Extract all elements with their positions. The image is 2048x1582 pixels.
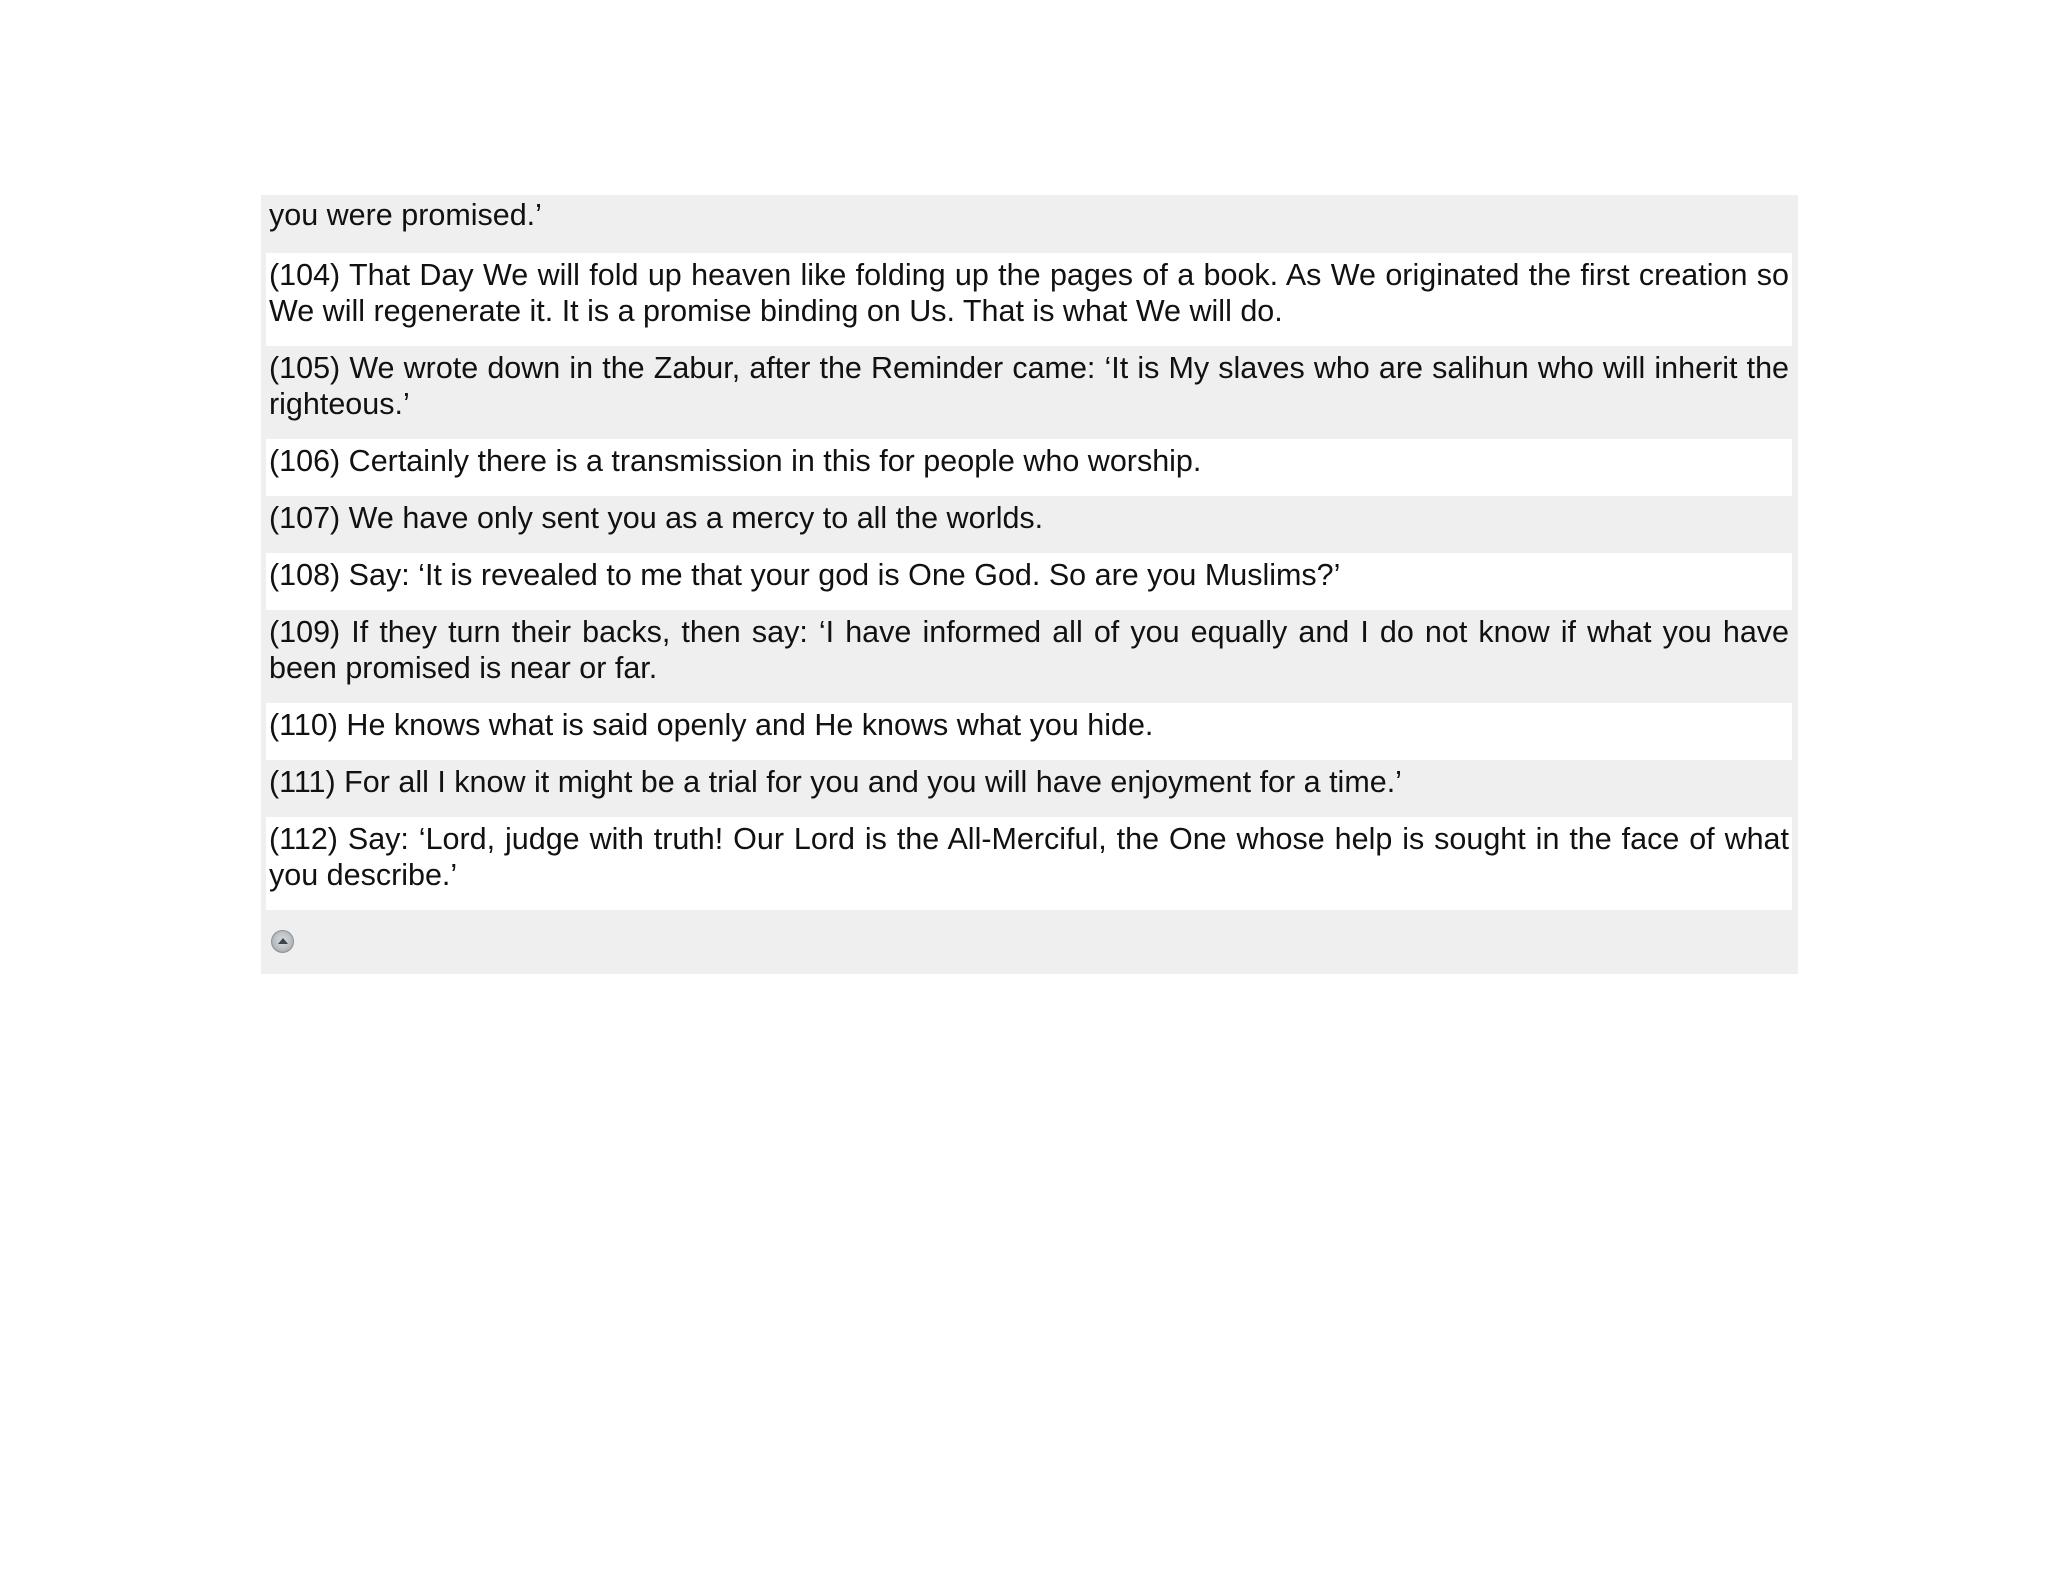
verse-104 <box>266 253 1792 346</box>
verse-text: (106) Certainly there is a transmission in this for people who worship. <box>269 444 1202 478</box>
verse-text: (104) That Day We will fold up heaven like folding up the pages of a book. As We originated the first creation so We will regenerate it. It is a promise binding on Us. That is what We will do. <box>269 258 1789 328</box>
verse-text: (109) If they turn their backs, then say: ‘I have informed all of you equally and I do not know if what you have been promised is near or far. <box>269 615 1789 685</box>
verse-106 <box>266 439 1792 496</box>
verse-103-continuation <box>266 195 1792 253</box>
verse-109 <box>266 610 1792 703</box>
verse-105 <box>266 346 1792 439</box>
verse-110 <box>266 703 1792 760</box>
verse-111 <box>266 760 1792 817</box>
verse-108 <box>266 553 1792 610</box>
verse-text: (110) He knows what is said openly and He knows what you hide. <box>269 708 1154 742</box>
back-to-top-icon[interactable] <box>271 930 294 953</box>
verse-107 <box>266 496 1792 553</box>
verse-text: (107) We have only sent you as a mercy to all the worlds. <box>269 501 1044 535</box>
verse-text: (111) For all I know it might be a trial for you and you will have enjoyment for a time.’ <box>269 765 1402 799</box>
verse-text: (105) We wrote down in the Zabur, after the Reminder came: ‘It is My slaves who are salihun who will inherit the righteous.’ <box>269 351 1789 421</box>
verse-text: (112) Say: ‘Lord, judge with truth! Our Lord is the All-Merciful, the One whose help is sought in the face of what you describe.’ <box>269 822 1789 892</box>
verse-112 <box>266 817 1792 910</box>
panel-footer <box>261 910 1798 968</box>
verse-panel <box>261 195 1798 974</box>
verse-text: you were promised.’ <box>269 198 542 232</box>
verse-text: (108) Say: ‘It is revealed to me that your god is One God. So are you Muslims?’ <box>269 558 1341 592</box>
